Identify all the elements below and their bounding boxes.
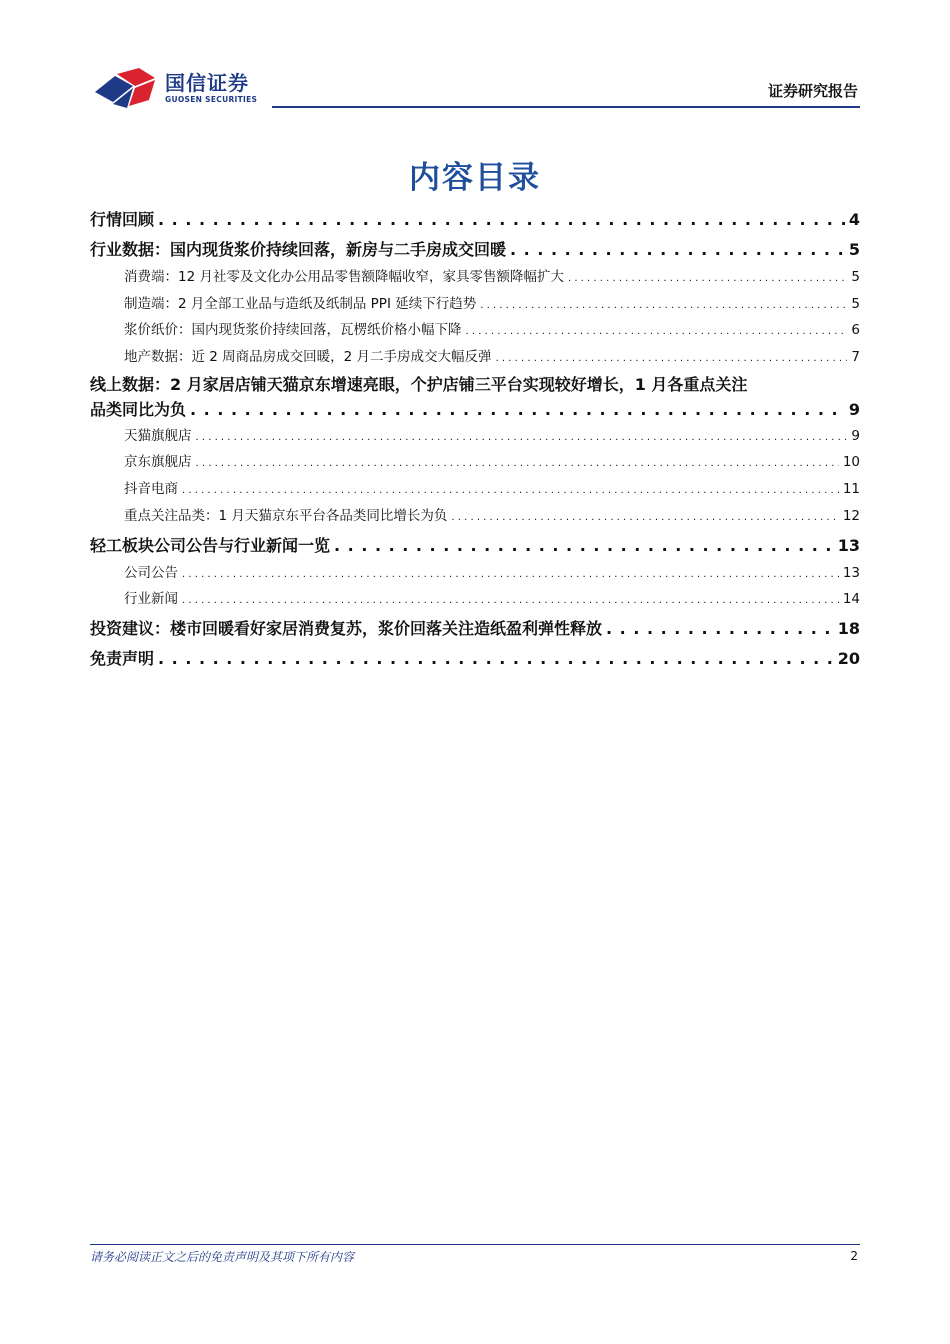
page-header: [0, 0, 950, 115]
footer-disclaimer: 请务必阅读正文之后的免责声明及其项下所有内容: [90, 1250, 355, 1264]
toc-entry[interactable]: [90, 236, 860, 264]
toc-subentry[interactable]: [90, 264, 860, 291]
toc-entry-label: 制造端：2 月全部工业品与造纸及纸制品 PPI 延续下行趋势: [124, 295, 477, 312]
toc-leader-dots: [480, 293, 847, 320]
toc-subentry[interactable]: [90, 317, 860, 344]
page-title: 内容目录: [409, 160, 541, 196]
toc-entry-label: 抖音电商: [124, 481, 178, 498]
toc-leader-dots: [158, 206, 845, 234]
toc-entry-label: 轻工板块公司公告与行业新闻一览: [90, 535, 331, 555]
toc-page-number: 18: [837, 618, 860, 638]
page-number: 2: [850, 1249, 858, 1263]
toc-page-number: 5: [851, 295, 860, 312]
table-of-contents: [90, 204, 860, 673]
toc-leader-dots: [182, 562, 839, 589]
toc-page-number: 4: [848, 210, 860, 229]
toc-page-number: 20: [837, 648, 860, 668]
toc-entry-label-line1: 线上数据：2 月家居店铺天猫京东增速亮眼，个护店铺三平台实现较好增长，1 月各重点关注: [90, 374, 748, 394]
toc-page-number: 11: [842, 481, 860, 498]
toc-page-number: 5: [848, 240, 860, 259]
toc-entry[interactable]: [90, 532, 860, 560]
toc-page-number: 12: [842, 507, 860, 524]
toc-entry-label: 行业新闻: [124, 591, 178, 608]
toc-leader-dots: [496, 346, 848, 373]
toc-entry[interactable]: [90, 645, 860, 673]
toc-leader-dots: [158, 645, 834, 673]
brand-name-cn: 国信证券: [165, 71, 249, 95]
report-type: 证券研究报告: [767, 82, 858, 100]
toc-entry-label: 地产数据：近 2 周商品房成交回暖，2 月二手房成交大幅反弹: [124, 349, 492, 366]
toc-leader-dots: [182, 478, 839, 505]
toc-page-number: 13: [842, 564, 860, 581]
toc-entry[interactable]: [90, 373, 860, 423]
toc-entry-label-line2: 品类同比为负: [90, 399, 187, 419]
toc-subentry[interactable]: [90, 560, 860, 587]
toc-page-number: 9: [851, 427, 860, 444]
toc-subentry[interactable]: [90, 503, 860, 530]
toc-entry-label: 消费端：12 月社零及文化办公用品零售额降幅收窄，家具零售额降幅扩大: [124, 269, 564, 285]
toc-entry-label: 投资建议：楼市回暖看好家居消费复苏，浆价回落关注造纸盈利弹性释放: [90, 618, 603, 638]
toc-page-number: 13: [837, 535, 860, 555]
toc-entry-label: 免责声明: [90, 648, 155, 668]
guosen-logo-icon: [93, 66, 163, 110]
toc-entry-label: 京东旗舰店: [124, 454, 192, 471]
toc-leader-dots: [510, 236, 845, 264]
toc-leader-dots: [451, 505, 838, 532]
footer-divider: [90, 1244, 860, 1245]
toc-page-number: 14: [842, 591, 860, 608]
toc-leader-dots: [182, 588, 839, 615]
toc-subentry[interactable]: [90, 423, 860, 450]
toc-subentry[interactable]: [90, 291, 860, 318]
toc-leader-dots: [334, 532, 834, 560]
toc-leader-dots: [196, 425, 848, 452]
toc-page-number: 10: [842, 454, 860, 471]
toc-entry-label: 公司公告: [124, 564, 178, 581]
toc-leader-dots: [190, 397, 845, 423]
toc-entry-label: 行业数据：国内现货浆价持续回落，新房与二手房成交回暖: [90, 240, 507, 259]
toc-page-number: 5: [851, 269, 860, 285]
toc-page-number: 9: [848, 399, 860, 419]
toc-leader-dots: [196, 451, 839, 478]
toc-entry-label: 浆价纸价：国内现货浆价持续回落，瓦楞纸价格小幅下降: [124, 322, 462, 339]
toc-subentry[interactable]: [90, 344, 860, 371]
toc-entry-label: 重点关注品类：1 月天猫京东平台各品类同比增长为负: [124, 507, 448, 524]
toc-page-number: 7: [851, 349, 860, 366]
toc-leader-dots: [606, 615, 834, 643]
header-divider: [272, 106, 860, 108]
toc-leader-dots: [568, 266, 847, 293]
toc-entry[interactable]: [90, 206, 860, 234]
toc-subentry[interactable]: [90, 476, 860, 503]
brand-name-en: GUOSEN SECURITIES: [165, 95, 258, 104]
toc-subentry[interactable]: [90, 586, 860, 613]
toc-leader-dots: [466, 319, 848, 346]
toc-entry-label: 天猫旗舰店: [124, 427, 192, 444]
toc-page-number: 6: [851, 322, 860, 339]
toc-subentry[interactable]: [90, 449, 860, 476]
guosen-logo: [93, 66, 268, 110]
toc-entry[interactable]: [90, 615, 860, 643]
toc-entry-label: 行情回顾: [90, 210, 155, 229]
